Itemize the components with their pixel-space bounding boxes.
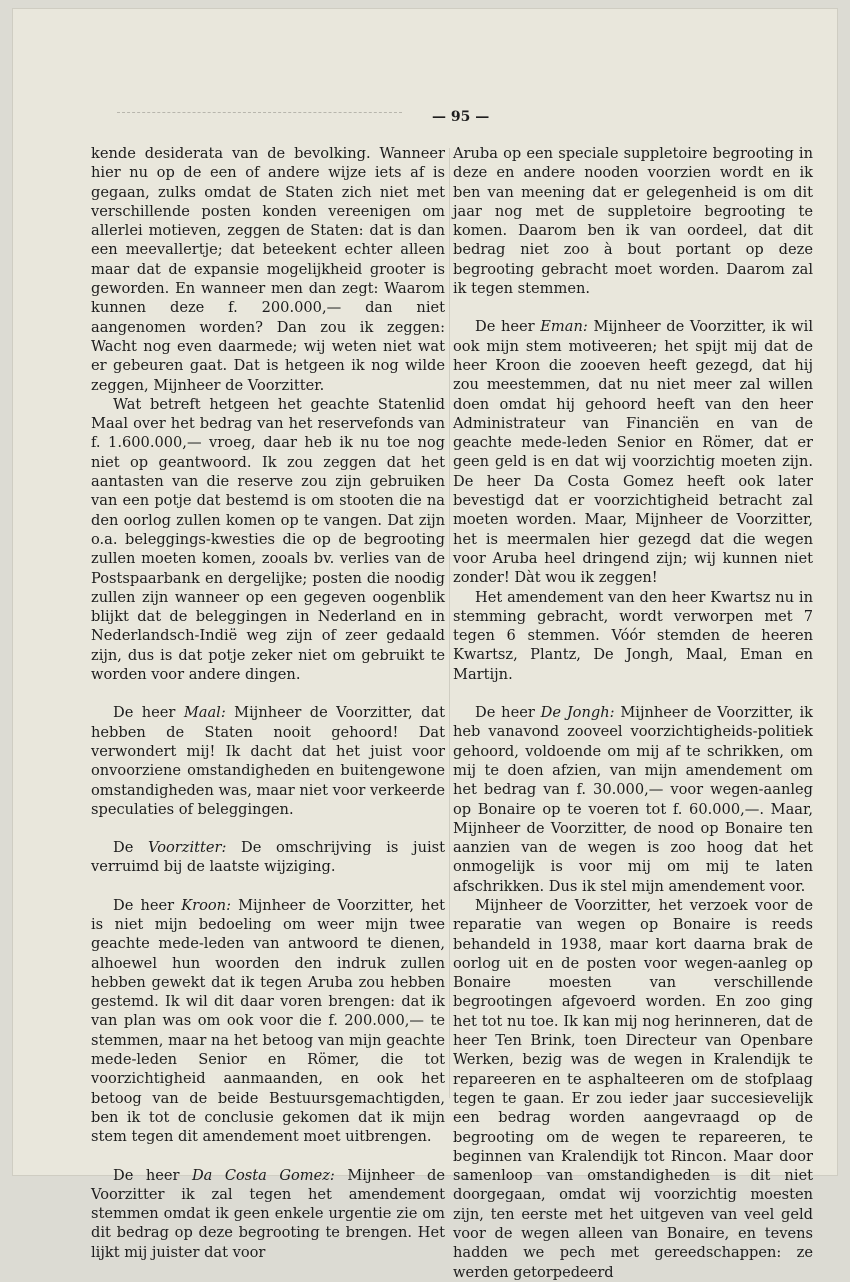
speech-voorzitter: De Voorzitter: De omschrijving is juist verruimd bij de laatste wijziging.	[91, 839, 445, 876]
paragraph: Wat betreft hetgeen het geachte Statenlid Maal over het bedrag van het reservefonds van f. 1.600.000,— vroeg, daar heb ik nu toe nog niet op geantwoord. Ik zou zeggen dat het aantasten van die reserve zou zijn gebruiken van een potje dat bestemd is om stooten die na den oorlog zullen komen op te vangen. Dat zijn o.a. beleggings-kwesties die op de begrooting zullen moeten komen, zooals bv. verlies van de Postspaarbank en dergelijke; posten die noodig zullen zijn wanneer op een gegeven oogenblik blijkt dat de beleggingen in Nederland en in Nederlandsch-Indië weg zijn of zeer gedaald zijn, dus is dat potje zeker niet om gebruikt te worden voor andere dingen.	[91, 395, 445, 684]
document-page	[12, 8, 838, 1281]
speech-da-costa-gomez: De heer Da Costa Gomez: Mijnheer de Voorzitter ik zal tegen het amendement stemmen omdat ik geen enkele urgentie zie om dit bedrag op deze begrooting te brengen. Het lijkt mij juister dat voor	[91, 1166, 445, 1261]
page-number: — 95 —	[432, 109, 490, 125]
column-divider	[449, 148, 450, 1098]
right-column	[453, 144, 813, 1282]
header-rule	[117, 112, 402, 113]
vote-result: Het amendement van den heer Kwartsz nu in stemming gebracht, wordt verworpen met 7 tegen 6 stemmen. Vóór stemden de heeren Kwartsz, Plantz, De Jongh, Maal, Eman en Martijn.	[453, 588, 813, 683]
paragraph-continuation: kende desiderata van de bevolking. Wanneer hier nu op de een of andere wijze iets af is gegaan, zulks omdat de Staten zich niet met verschillende posten konden vereenigen om allerlei motieven, zeggen de Staten: dat is dan een meevallertje; dat beteekent echter alleen maar dat de expansie mogelijkheid grooter is geworden. En wanneer men dan zegt: Waarom kunnen deze f. 200.000,— dan niet aangenomen worden? Dan zou ik zeggen: Wacht nog even daarmede; wij weten niet wat er gebeuren gaat. Dat is hetgeen ik nog wilde zeggen, Mijnheer de Voorzitter.	[91, 145, 445, 394]
speech-maal: De heer Maal: Mijnheer de Voorzitter, dat hebben de Staten nooit gehoord! Dat verwondert mij! Ik dacht dat het juist voor onvoorziene omstandigheden en buitengewone omstandigheden was, maar niet voor verkeerde speculaties of beleggingen.	[91, 704, 445, 818]
speaker-name: Voorzitter:	[148, 839, 227, 857]
speaker-name: Kroon:	[181, 896, 231, 914]
speaker-name: Maal:	[183, 704, 226, 722]
speaker-name: De Jongh:	[540, 704, 615, 722]
speech-eman: De heer Eman: Mijnheer de Voorzitter, ik wil ook mijn stem motiveeren; het spijt mij dat de heer Kroon die zooeven heeft gezegd, dat hij zou meestemmen, dat nu niet meer zal willen doen omdat hij gehoord heeft van den heer Administrateur van Financiën en van de geachte mede-leden Senior en Römer, dat er geen geld is en dat wij voorzichtig moeten zijn. De heer Da Costa Gomez heeft ook later bevestigd dat er voorzichtigheid betracht zal moeten worden. Maar, Mijnheer de Voorzitter, het is meermalen hier gezegd dat die wegen voor Aruba heel dringend zijn; wij kunnen niet zonder! Dàt wou ik zeggen!	[453, 318, 813, 587]
speech-de-jongh: De heer De Jongh: Mijnheer de Voorzitter, ik heb vanavond zooveel voorzichtigheids-politiek gehoord, voldoende om mij af te schrikken, om mij te doen afzien, van mijn amendement om het bedrag van f. 30.000,— voor wegen-aanleg op Bonaire op te voeren tot f. 60.000,—. Maar, Mijnheer de Voorzitter, de nood op Bonaire ten aanzien van de wegen is zoo hoog dat het onmogelijk is voor mij om mij te laten afschrikken. Dus ik stel mijn amendement voor.	[453, 704, 814, 895]
left-column	[91, 144, 445, 1262]
paragraph: Mijnheer de Voorzitter, het verzoek voor de reparatie van wegen op Bonaire is reeds behandeld in 1938, maar kort daarna brak de oorlog uit en de posten voor wegen-aanleg op Bonaire moesten van verschillende begrootingen afgevoerd worden. En zoo ging het tot nu toe. Ik kan mij nog herinneren, dat de heer Ten Brink, toen Directeur van Openbare Werken, bezig was de wegen in Kralendijk te repareeren en te asphalteeren om de stofplaag tegen te gaan. Er zou ieder jaar succesievelijk een bedrag worden aangevraagd op de begrooting om de wegen te repareeren, te beginnen van Kralendijk tot Rincon. Maar door samenloop van omstandigheden is dit niet doorgegaan, omdat wij voorzichtig moesten zijn, ten eerste met het uitgeven van veel geld voor de wegen alleen van Bonaire, en tevens hadden we pech met gereedschappen: ze werden getorpedeerd	[453, 896, 813, 1281]
speaker-name: Eman:	[540, 318, 588, 336]
paragraph-continuation: Aruba op een speciale suppletoire begrooting in deze en andere nooden voorzien wordt en ik ben van meening dat er gelegenheid is om dit jaar nog met de suppletoire begrooting te komen. Daarom ben ik van oordeel, dat dit bedrag niet zoo à bout portant op deze begrooting gebracht moet worden. Daarom zal ik tegen stemmen.	[453, 145, 813, 298]
speaker-name: Da Costa Gomez:	[191, 1166, 335, 1184]
speech-kroon: De heer Kroon: Mijnheer de Voorzitter, het is niet mijn bedoeling om weer mijn twee geachte mede-leden van antwoord te dienen, alhoewel hun woorden den indruk zullen hebben gewekt dat ik tegen Aruba zou hebben gestemd. Ik wil dit daar voren brengen: dat ik van plan was om ook voor die f. 200.000,— te stemmen, maar na het betoog van mijn geachte mede-leden Senior en Römer, die tot voorzichtigheid aanmaanden, en ook het betoog van de beide Bestuursgemachtigden, ben ik tot de conclusie gekomen dat ik mijn stem tegen dit amendement moet uitbrengen.	[91, 896, 445, 1146]
